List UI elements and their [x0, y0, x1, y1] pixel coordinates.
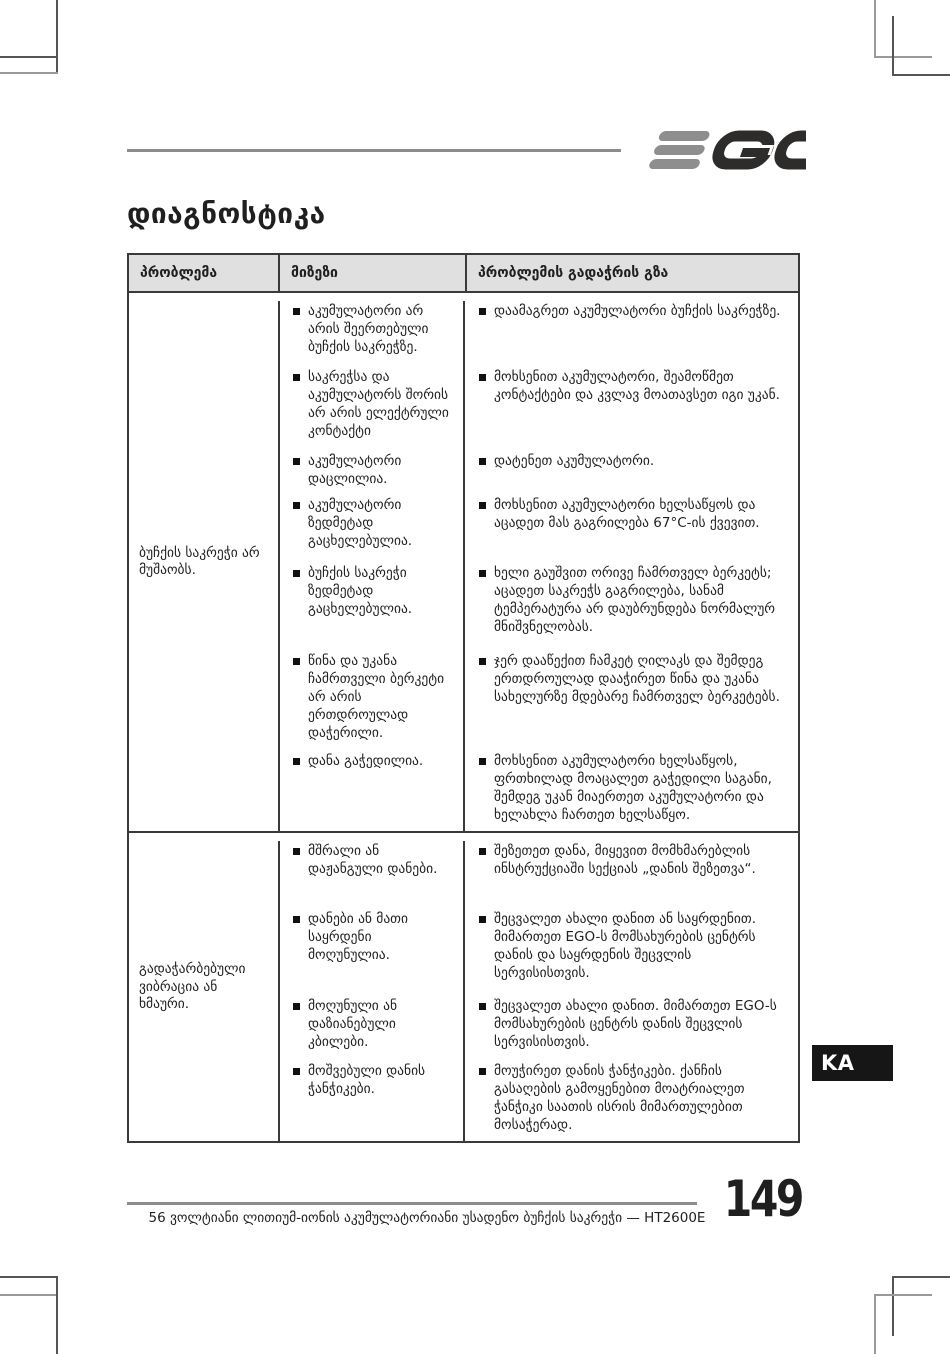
bullet-square-icon	[479, 1068, 486, 1075]
cause-text: მოშვებული დანის ჭანჭიკები.	[308, 1063, 426, 1098]
cause-item	[278, 495, 465, 563]
bullet-square-icon	[479, 916, 486, 923]
table-row	[129, 293, 798, 831]
column-header-problem: პრობლემა	[140, 265, 218, 281]
solution-item	[465, 651, 798, 751]
table-row	[129, 831, 798, 1141]
cause-text: საკრეჭსა და აკუმულატორს შორის არ არის ელექტრული კონტაქტი	[308, 369, 449, 439]
cause-solution-pair	[278, 451, 798, 495]
solution-item	[465, 841, 798, 909]
cause-item	[278, 651, 465, 751]
solution-text: მოხსენით აკუმულატორი ხელსაწყოს და აცადეთ მას გაგრილება 67°C-ის ქვევით.	[494, 497, 760, 532]
crop-mark-top-left	[56, 0, 58, 74]
bullet-square-icon	[479, 502, 486, 509]
problem-text: ბუჩქის საკრეჭი არ მუშაობს.	[139, 544, 260, 579]
solution-text: შეცვალეთ ახალი დანით ან საყრდენით. მიმართეთ EGO-ს მომსახურების ცენტრს დანის და საყრდენის შეცვლის სერვისისთვის.	[494, 911, 756, 981]
solution-text: დატენეთ აკუმულატორი.	[494, 453, 655, 470]
bullet-square-icon	[293, 758, 300, 765]
column-header-cause: მიზეზი	[278, 255, 465, 291]
bullet-square-icon	[293, 458, 300, 465]
crop-mark-bottom-right	[892, 1276, 950, 1278]
cause-item	[278, 841, 465, 909]
solution-text: მოუჭირეთ დანის ჭანჭიკები. ქანჩის გასაღების გამოყენებით მოატრიალეთ ჭანჭიკი საათის ისრის მიმართულებით მოსაჭერად.	[494, 1063, 745, 1133]
cause-solution-pair	[278, 996, 798, 1061]
cause-item	[278, 451, 465, 495]
bullet-square-icon	[479, 570, 486, 577]
crop-mark-top-left	[0, 72, 58, 74]
bullet-square-icon	[293, 658, 300, 665]
solution-item	[465, 301, 798, 367]
crop-mark-bottom-left	[56, 1276, 58, 1354]
cause-item	[278, 563, 465, 651]
page-number: 149	[723, 1170, 802, 1228]
cause-solution-pair	[278, 1061, 798, 1141]
cause-item	[278, 996, 465, 1061]
solution-text: მოხსენით აკუმულატორი ხელსაწყოს, ფრთხილად მოაცალეთ გაჭედილი საგანი, შემდეგ უკან მიაერთეთ აკუმულატორი და ხელახლა ჩართეთ ხელსაწყო.	[494, 753, 772, 823]
cause-text: დანა გაჭედილია.	[308, 753, 424, 770]
crop-mark-bottom-right	[874, 1294, 876, 1354]
solution-text: მოხსენით აკუმულატორი, შეამოწმეთ კონტაქტები და კვლავ მოათავსეთ იგი უკან.	[494, 369, 780, 404]
cause-solution-pair	[278, 563, 798, 651]
bullet-square-icon	[293, 1003, 300, 1010]
cause-solution-pair	[278, 495, 798, 563]
troubleshooting-table	[127, 253, 800, 1143]
cause-item	[278, 301, 465, 367]
cause-solution-pair	[278, 751, 798, 830]
solution-item	[465, 996, 798, 1061]
bullet-square-icon	[293, 848, 300, 855]
cause-solution-pair	[278, 367, 798, 451]
bullet-square-icon	[479, 658, 486, 665]
bullet-square-icon	[293, 374, 300, 381]
cause-solution-list	[278, 293, 798, 831]
solution-item	[465, 909, 798, 996]
cause-text: წინა და უკანა ჩამრთველი ბერკეტი არ არის ერთდროულად დაჭერილი.	[308, 653, 445, 741]
page-title: დიაგნოსტიკა	[127, 196, 326, 230]
cause-text: დანები ან მათი საყრდენი მოღუნულია.	[308, 911, 408, 964]
bullet-square-icon	[293, 1068, 300, 1075]
bullet-square-icon	[293, 308, 300, 315]
cause-text: მშრალი ან დაჟანგული დანები.	[308, 843, 438, 878]
crop-mark-bottom-right	[874, 1294, 932, 1296]
solution-text: ხელი გაუშვით ორივე ჩამრთველ ბერკეტს; აცადეთ საკრეჭს გაგრილება, სანამ ტემპერატურა არ დაუბრუნდება ნორმალურ მნიშვნელობას.	[494, 565, 776, 635]
solution-text: დაამაგრეთ აკუმულატორი ბუჩქის საკრეჭზე.	[494, 303, 781, 320]
bullet-square-icon	[479, 848, 486, 855]
crop-mark-bottom-right	[892, 1276, 894, 1336]
footer-rule	[127, 1202, 697, 1205]
language-tab: KA	[812, 1045, 893, 1081]
column-header-solution: პრობლემის გადაჭრის გზა	[465, 255, 798, 291]
bullet-square-icon	[479, 374, 486, 381]
solution-item	[465, 563, 798, 651]
solution-item	[465, 495, 798, 563]
cause-text: ბუჩქის საკრეჭი ზედმეტად გაცხელებულია.	[308, 565, 413, 618]
solution-item	[465, 1061, 798, 1141]
solution-item	[465, 751, 798, 830]
bullet-square-icon	[479, 458, 486, 465]
crop-mark-top-left	[0, 56, 58, 58]
crop-mark-top-right	[874, 56, 932, 58]
bullet-square-icon	[293, 502, 300, 509]
crop-mark-top-right	[892, 74, 950, 76]
solution-text: შეცვალეთ ახალი დანით. მიმართეთ EGO-ს მომსახურების ცენტრს დანის შეცვლის სერვისისთვის.	[494, 998, 777, 1051]
cause-item	[278, 1061, 465, 1141]
problem-text: გადაჭარბებული ვიბრაცია ან ხმაური.	[139, 960, 246, 1013]
solution-text: შეზეთეთ დანა, მიყევით მომხმარებლის ინსტრუქციაში სექციას „დანის შეზეთვა“.	[494, 843, 756, 878]
problem-cell	[129, 833, 278, 1141]
bullet-square-icon	[293, 570, 300, 577]
solution-item	[465, 367, 798, 451]
crop-mark-bottom-left	[0, 1276, 58, 1278]
cause-item	[278, 909, 465, 996]
solution-text: ჯერ დააწექით ჩამკეტ ღილაკს და შემდეგ ერთდროულად დააჭირეთ წინა და უკანა სახელურზე მდებარე ჩამრთველ ბერკეტებს.	[494, 653, 780, 706]
cause-solution-pair	[278, 909, 798, 996]
cause-solution-list	[278, 833, 798, 1141]
crop-mark-bottom-left	[0, 1294, 58, 1296]
crop-mark-top-right	[874, 0, 876, 58]
cause-solution-pair	[278, 841, 798, 909]
table-header-row	[129, 255, 798, 293]
footer-text: 56 ვოლტიანი ლითიუმ-იონის აკუმულატორიანი უსადენო ბუჩქის საკრეჭი — HT2600E	[148, 1210, 706, 1226]
ego-logo	[616, 122, 806, 176]
bullet-square-icon	[479, 308, 486, 315]
cause-solution-pair	[278, 651, 798, 751]
bullet-square-icon	[479, 758, 486, 765]
solution-item	[465, 451, 798, 495]
problem-cell	[129, 293, 278, 831]
bullet-square-icon	[293, 916, 300, 923]
bullet-square-icon	[479, 1003, 486, 1010]
cause-text: აკუმულატორი არ არის შეერთებული ბუჩქის საკრეჭზე.	[308, 303, 429, 356]
cause-item	[278, 367, 465, 451]
cause-text: მოღუნული ან დაზიანებული კბილები.	[308, 998, 397, 1051]
cause-text: აკუმულატორი ზედმეტად გაცხელებულია.	[308, 497, 413, 550]
cause-solution-pair	[278, 301, 798, 367]
cause-text: აკუმულატორი დაცლილია.	[308, 453, 402, 488]
header-rule	[127, 149, 621, 152]
crop-mark-top-right	[892, 16, 894, 76]
cause-item	[278, 751, 465, 830]
